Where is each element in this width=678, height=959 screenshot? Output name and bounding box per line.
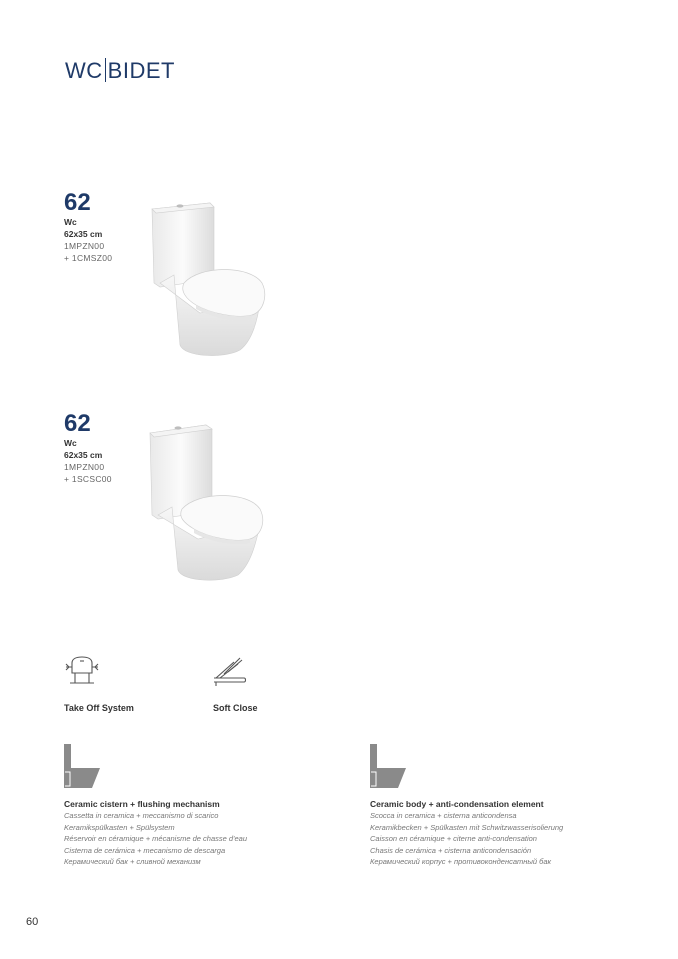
page-title-bidet: BIDET [107,58,175,83]
product-type: Wc [64,438,77,448]
wc-toilet-image [140,195,280,360]
page-number: 60 [26,916,39,928]
spec-line-it: Scocca in ceramica + cisterna anticondensa [370,811,517,820]
product-number: 62 [64,189,91,216]
soft-close-icon [210,652,250,690]
wc-toilet-image [140,415,280,585]
title-divider [105,58,106,82]
spec-line-es: Chasis de cerámica + cisterna anticondensación [370,845,532,855]
product-size: 62x35 cm [64,450,103,460]
spec-line-de: Keramikbecken + Spülkasten mit Schwitzwasserisolierung [370,822,564,832]
product-type: Wc [64,217,77,227]
spec-line-fr: Réservoir en céramique + mécanisme de chasse d'eau [64,834,247,843]
spec-line-ru: Керамический корпус + противоконденсатный бак [370,857,552,866]
ceramic-body-icon [368,742,408,792]
spec-ceramic-body [370,798,563,868]
spec-line-it: Cassetta in ceramica + meccanismo di scarico [64,811,219,820]
take-off-system-icon [62,653,102,689]
spec-line-ru: Керамический бак + сливной механизм [64,857,201,866]
spec-line-es: Cisterna de cerámica + mecanismo de descarga [64,845,226,855]
spec-title: Ceramic cistern + flushing mechanism [64,799,220,809]
page-title-wc: WC [65,58,103,83]
spec-line-fr: Caisson en céramique + citerne anti-condensation [370,834,537,843]
feature-take-off-system-label: Take Off System [64,703,134,713]
spec-line-de: Keramikspülkasten + Spülsystem [64,822,175,832]
product-code: 1MPZN00 [64,241,105,251]
product-size: 62x35 cm [64,229,103,239]
spec-ceramic-cistern [64,798,247,868]
product-code: 1MPZN00 [64,462,105,472]
product-1-info [64,190,112,264]
product-2-info [64,411,112,485]
spec-title: Ceramic body + anti-condensation element [370,799,544,809]
product-number: 62 [64,410,91,437]
product-code-addon: + 1SCSC00 [64,474,112,484]
product-code-addon: + 1CMSZ00 [64,253,113,263]
page-title [65,58,175,84]
feature-soft-close-label: Soft Close [213,703,258,713]
ceramic-cistern-icon [62,742,102,792]
